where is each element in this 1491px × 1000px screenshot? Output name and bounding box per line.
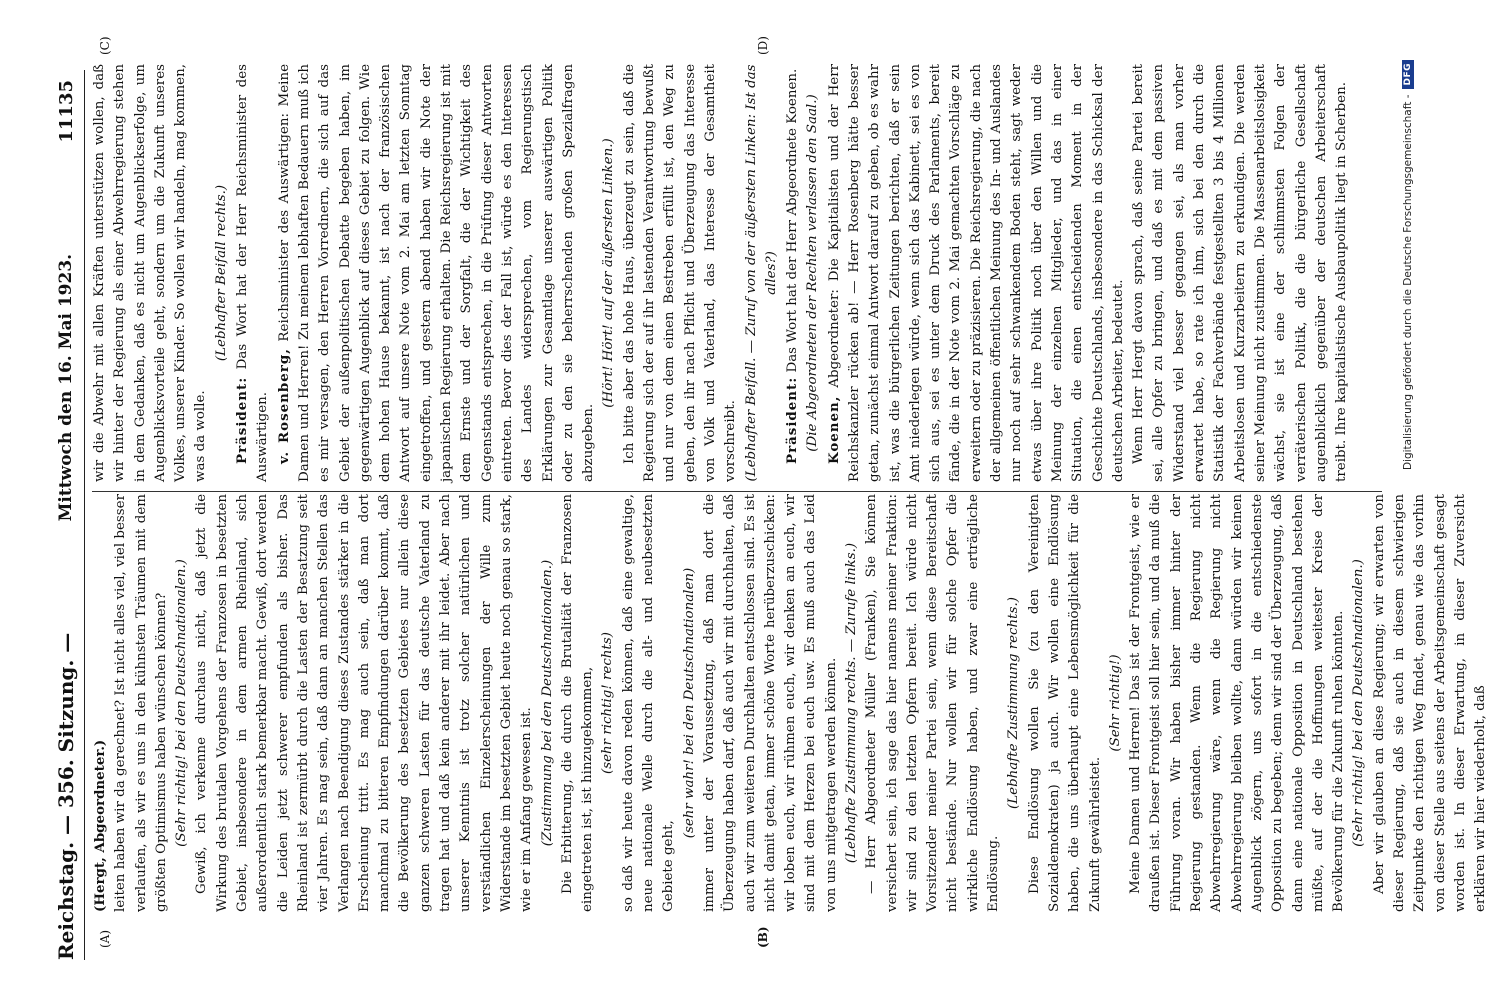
credit-text: Digitalisierung gefördert durch die Deutsche Forschungsgemeinschaft - bbox=[1402, 94, 1414, 471]
paragraph: Gewiß, ich verkenne durchaus nicht, daß jetzt die Wirkung des brutalen Vorgehens der Franzosen in besetzten Gebiet, insbesondere in dem armen Rheinland, sich außerordentlich stark bemerkbar macht. Gewiß, dort werden die Leiden jetzt schwerer empfunden als bisher. Das Rheinland ist zermürbt durch die Lasten der Besatzung seit vier Jahren. Es mag sein, daß dann an manchen Stellen das Verlangen nach Beendigung dieses Zustandes stärker in die Erscheinung tritt. Es mag auch sein, daß man dort manchmal zu bitteren Empfindungen darüber kommt, daß die Bevölkerung des besetzten Gebietes nur allein diese ganzen schweren Lasten für das deutsche Vaterland zu tragen hat und daß kein anderer mit ihr leidet. Aber nach unserer Kenntnis ist trotz solcher natürlichen und verständlichen Einzelerscheinungen der Wille zum Widerstande im besetzten Gebiet heute noch genau so stark, wie er im Anfang gewesen ist. bbox=[194, 494, 535, 912]
column-divider bbox=[92, 491, 1382, 492]
interjection: (Sehr richtig! bei den Deutschnationalen.) bbox=[174, 559, 190, 847]
interjection: (Lebhafter Beifall. — Zuruf von der äußersten Linken: Ist das alles?) bbox=[743, 64, 779, 482]
interjection: (Lebhafter Beifall rechts.) bbox=[213, 184, 229, 362]
interjection: (Sehr richtig!) bbox=[1107, 654, 1123, 752]
speech-paragraph: v. Rosenberg, Reichsminister des Auswärtigen: Meine Damen und Herren! Zu meinem lebhaften Bedauern muß ich es mir versagen, den Herren Vorrednern, die sich auf das Gebiet der außenpolitischen Debatte begeben haben, im gegenwärtigen Augenblick auf dieses Gebiet zu folgen. Wie dem hohen Hause bekannt, ist nach der französischen Antwort auf unsere Note vom 2. Mai am letzten Sonntag eingetroffen, und gestern abend haben wir die Note der japanischen Regierung erhalten. Die Reichsregierung ist mit dem Ernste und der Sorgfalt, die der Wichtigkeit des Gegenstands entsprechen, in die Prüfung dieser Antworten eintreten. Bevor dies der Fall ist, würde es den Interessen des Landes widersprechen, vom Regierungstisch Erklärungen zur Gesamtlage unserer auswärtigen Politik oder zu den sie beherrschenden großen Spezialfragen abzugeben. bbox=[275, 64, 597, 482]
margin-marker-c: (C) bbox=[98, 36, 112, 55]
paragraph: Ich bitte aber das hohe Haus, überzeugt zu sein, daß die Regierung sich der auf ihr lastenden Verantwortung bewußt und nur von dem einen Bestreben erfüllt ist, den Weg zu gehen, den ihr nach Pflicht und Überzeugung das Interesse von Volk und Vaterland, das Interesse der Gesamtheit vorschreibt. bbox=[621, 64, 739, 482]
interjection: (Die Abgeordneten der Rechten verlassen den Saal.) bbox=[805, 94, 821, 452]
interjection: (Hört! Hört! auf der äußersten Linken.) bbox=[601, 138, 617, 408]
speech-paragraph: Präsident: Das Wort hat der Herr Abgeordnete Koenen. bbox=[784, 68, 801, 464]
paragraph: Die Erbitterung, die durch die Brutalität der Franzosen eingetreten ist, ist hinzugekommen, bbox=[559, 494, 596, 912]
paragraph: so daß wir heute davon reden können, daß eine gewaltige, neue nationale Welle durch die alt- und neubesetzten Gebiete geht, bbox=[620, 494, 677, 912]
paragraph: wir die Abwehr mit allen Kräften unterstützen wollen, daß wir hinter der Regierung als einer Abwehrregierung stehen in dem Gedanken, daß es nicht um Augenblickserfolge, um Augenblicksvorteile geht, sondern um die Zukunft unseres Volkes, unserer Kinder. So wollen wir handeln, mag kommen, was da wolle. bbox=[92, 64, 209, 482]
interjection: (sehr wahr! bei den Deutschnationalen) bbox=[681, 567, 697, 839]
interjection: (sehr richtig! rechts) bbox=[600, 632, 616, 774]
header-date: Mittwoch den 16. Mai 1923. bbox=[56, 253, 76, 522]
digitization-credit bbox=[1402, 60, 1414, 940]
left-column bbox=[90, 494, 1489, 912]
paragraph: Diese Endlösung wollen Sie (zu den Vereinigten Sozialdemokraten) ja auch. Wir wollen eine Endlösung haben, die uns überhaupt eine Lebensmöglichkeit für die Zukunft gewährleistet. bbox=[1026, 494, 1103, 912]
interjection: (Lebhafte Zustimmung rechts. — Zurufe links.) bbox=[843, 542, 859, 864]
speech-paragraph: Koenen, Abgeordneter: Die Kapitalisten und der Herr Reichskanzler rücken ab! — Herr Rosenberg hätte besser getan, zunächst einmal Antwort darauf zu geben, ob es wahr ist, was die bürgerlichen Zeitungen berichten, daß er sein Amt niederlegen würde, wenn sich das Kabinett, sei es von sich aus, sei es unter dem Druck des Parlaments, bereit fände, die in der Note vom 2. Mai gemachten Vorschläge zu erweitern oder zu präzisieren. Die Reichsregierung, die nach der allgemeinen öffentlichen Meinung des In- und Auslandes nur noch auf sehr schwankendem Boden steht, sagt weder etwas über ihre Politik noch über den Willen und die Meinung der einzelnen Mitglieder, und das in einer Situation, die einen entscheidenden Moment in der Geschichte Deutschlands, insbesondere in das Schicksal der deutschen Arbeiter, bedeutet. bbox=[825, 64, 1126, 482]
paragraph: Meine Damen und Herren! Das ist der Frontgeist, wie er draußen ist. Dieser Frontgeist soll hier sein, und da muß die Führung voran. Wir haben bisher immer hinter der Regierung gestanden. Wenn die Regierung nicht Abwehrregierung wäre, wenn die Regierung nicht Abwehrregierung bleiben wollte, dann würden wir keinen Augenblick zögern, uns sofort in die entschiedenste Opposition zu begeben; denn wir sind der Überzeugung, daß dann eine nationale Opposition in Deutschland bestehen müßte, auf der die Hoffnungen weitester Kreise der Bevölkerung für die Zukunft ruhen könnten. bbox=[1128, 494, 1347, 912]
speech-paragraph: Präsident: Das Wort hat der Herr Reichsminister des Auswärtigen. bbox=[234, 64, 271, 482]
speaker-name: Präsident: bbox=[234, 376, 251, 464]
paragraph: leiten haben wir da gerechnet? Ist nicht alles viel, viel besser verlaufen, als wir es uns in den kühnsten Träumen mit dem größten Optimismus haben wünschen können? bbox=[113, 494, 169, 912]
right-column bbox=[90, 64, 1390, 482]
speaker-name: Koenen, bbox=[825, 395, 842, 464]
paragraph: Wenn Herr Hergt davon sprach, daß seine Partei bereit sei, alle Opfer zu bringen, und daß es mit dem passiven Widerstand viel besser gegangen sei, als man vorher erwartet habe, so rate ich ihm, sich bei den durch die Statistik der Fachverbände festgestellten 3 bis 4 Millionen Arbeitslosen und Kurzarbeitern zu erkundigen. Die werden seiner Meinung nicht zustimmen. Die Massenarbeitslosigkeit wächst, sie ist eine der schlimmsten Folgen der verräterischen Politik, die die bürgerliche Gesellschaft augenblicklich gegenüber der deutschen Arbeiterschaft treibt. Ihre kapitalistische Ausbaupolitik liegt in Scherben. bbox=[1131, 64, 1350, 482]
margin-marker-d: (D) bbox=[756, 36, 770, 55]
speaker-name: v. Rosenberg, bbox=[275, 348, 292, 464]
header-left: Reichstag. — 356. Sitzung. — bbox=[54, 632, 78, 960]
margin-marker-a: (A) bbox=[98, 929, 112, 948]
interjection: (Sehr richtig! bei den Deutschnationalen.) bbox=[1351, 559, 1367, 847]
header-rule bbox=[84, 70, 85, 960]
speaker-name: Präsident: bbox=[784, 376, 801, 464]
paragraph: — Herr Abgeordneter Müller (Franken), Sie können versichert sein, ich sage das hier namens meiner Fraktion: wir sind zu den letzten Opfern bereit. Ich würde nicht Vorsitzender meiner Partei sein, wenn diese Bereitschaft nicht bestände. Nur wollen wir für solche Opfer die wirkliche Endlösung haben, und zwar eine erträgliche Endlösung. bbox=[864, 494, 1002, 912]
speaker-reference: (Hergt, Abgeordneter.) bbox=[92, 739, 108, 912]
margin-marker-b: (B) bbox=[756, 926, 770, 948]
interjection: (Lebhafte Zustimmung rechts.) bbox=[1006, 597, 1022, 809]
interjection: (Zustimmung bei den Deutschnationalen.) bbox=[539, 559, 555, 847]
paragraph: immer unter der Voraussetzung, daß man dort die Überzeugung haben darf, daß auch wir mit durchhalten, daß auch wir zum weiteren Durchhalten entschlossen sind. Es ist nicht damit getan, immer schöne Worte herüberzuschicken: wir loben euch, wir rühmen euch, wir denken an euch, wir sind mit dem Herzen bei euch usw. Es muß auch das Leid von uns mitgetragen werden können. bbox=[701, 494, 839, 912]
paragraph: Aber wir glauben an diese Regierung; wir erwarten von dieser Regierung, daß sie auch in diesem schwierigen Zeitpunkte den richtigen Weg findet, genau wie das vorhin von dieser Stelle aus seitens der Arbeitsgemeinschaft gesagt worden ist. In dieser Erwartung, in dieser Zuversicht erklären wir hier wiederholt, daß bbox=[1371, 494, 1489, 912]
dfg-logo: DFG bbox=[1402, 60, 1414, 89]
running-header bbox=[52, 80, 80, 960]
page-number: 11135 bbox=[55, 80, 77, 143]
